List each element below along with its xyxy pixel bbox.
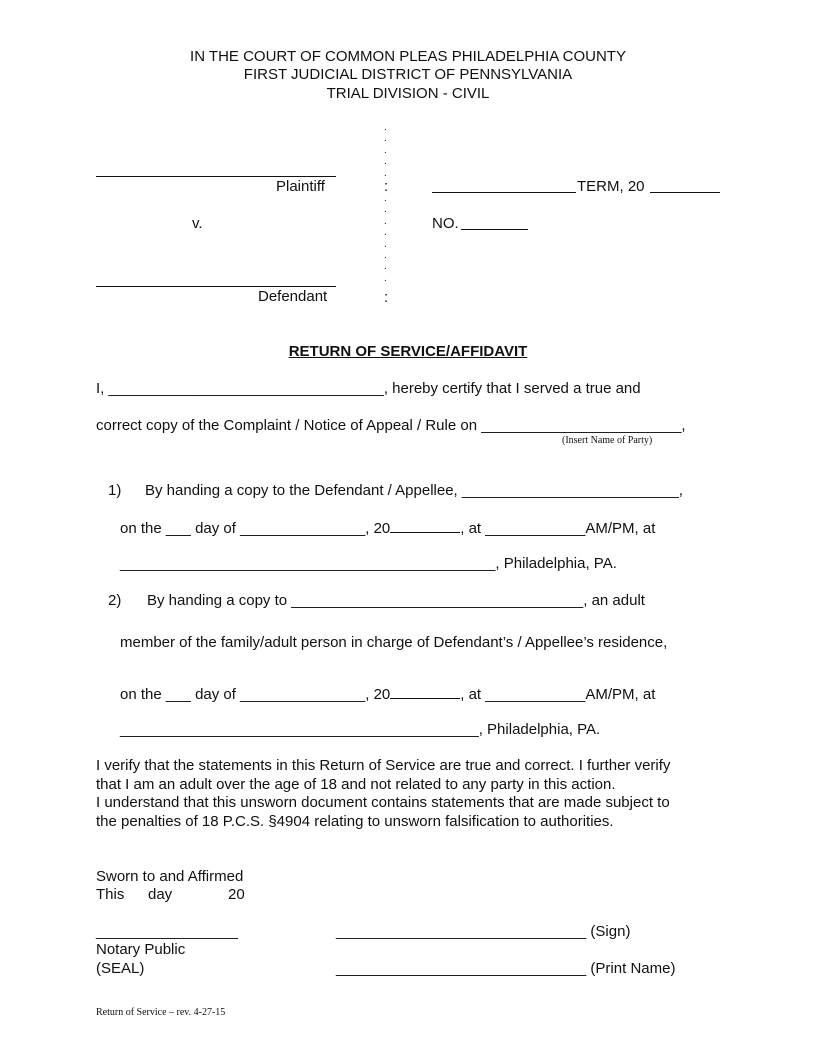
option-1-date-a: on the ___ day of _______________, 20 xyxy=(120,520,391,537)
defendant-label: Defendant xyxy=(258,288,328,305)
court-name: IN THE COURT OF COMMON PLEAS PHILADELPHIA COUNTY xyxy=(190,48,626,65)
term-year-line[interactable] xyxy=(650,192,720,193)
option-2-text: By handing a copy to ___________________________________, an adult xyxy=(147,592,645,609)
caption-separator-middle: . . . . . . . . xyxy=(384,193,387,284)
option-1-place-line: _____________________________________________, Philadelphia, PA. xyxy=(120,555,617,572)
caption-colon-defendant: : xyxy=(384,289,389,306)
server-name-blank[interactable]: _________________________________ xyxy=(108,380,384,397)
revision-footer: Return of Service – rev. 4-27-15 xyxy=(96,1007,226,1018)
sworn-this: This xyxy=(96,886,125,903)
seal-label: (SEAL) xyxy=(96,960,145,977)
sworn-day: day xyxy=(148,886,173,903)
sign-line[interactable]: ______________________________ (Sign) xyxy=(336,923,631,940)
district-name: FIRST JUDICIAL DISTRICT OF PENNSYLVANIA xyxy=(243,66,573,83)
certify-line-2: correct copy of the Complaint / Notice of Appeal / Rule on ________________________, xyxy=(96,417,686,434)
verification-line-1: I verify that the statements in this Return of Service are true and correct. I further verify xyxy=(96,757,671,774)
verification-line-2: that I am an adult over the age of 18 and not related to any party in this action. xyxy=(96,775,616,793)
option-1-date-line xyxy=(120,518,655,537)
certify-suffix: , hereby certify that I served a true and xyxy=(383,380,641,397)
verification-paragraph xyxy=(96,757,736,831)
option-1-year-blank[interactable] xyxy=(390,518,460,533)
document-title: RETURN OF SERVICE/AFFIDAVIT xyxy=(288,343,528,360)
notary-public-label: Notary Public xyxy=(96,941,186,958)
option-1-number: 1) xyxy=(108,482,122,499)
option-2-place-line: ___________________________________________, Philadelphia, PA. xyxy=(120,721,601,738)
plaintiff-label: Plaintiff xyxy=(276,178,325,195)
certify-line-1 xyxy=(96,380,641,397)
option-2-date-b: , at ____________AM/PM, at xyxy=(460,686,656,703)
sworn-year: 20 xyxy=(228,886,245,903)
caption-colon-plaintiff: : xyxy=(384,178,389,195)
option-1-date-b: , at ____________AM/PM, at xyxy=(460,520,656,537)
division-name: TRIAL DIVISION - CIVIL xyxy=(326,85,490,102)
party-name-hint: (Insert Name of Party) xyxy=(562,435,653,446)
option-2-date-a: on the ___ day of _______________, 20 xyxy=(120,686,391,703)
option-2-number: 2) xyxy=(108,592,122,609)
option-2-year-blank[interactable] xyxy=(390,684,460,699)
case-number-label: NO. xyxy=(432,215,459,232)
versus-label: v. xyxy=(192,215,203,232)
case-number-line[interactable] xyxy=(461,229,528,230)
option-2-line-2: member of the family/adult person in charge of Defendant’s / Appellee’s residence, xyxy=(120,634,668,651)
defendant-name-line[interactable] xyxy=(96,286,336,287)
option-2-date-line xyxy=(120,684,655,703)
certify-prefix: I, xyxy=(96,380,105,397)
term-month-line[interactable] xyxy=(432,192,576,193)
caption-separator-top: . . . . . xyxy=(384,122,387,179)
term-label: TERM, 20 xyxy=(577,178,645,195)
sworn-label: Sworn to and Affirmed xyxy=(96,868,244,885)
plaintiff-name-line[interactable] xyxy=(96,176,336,177)
print-name-line[interactable]: ______________________________ (Print Name) xyxy=(336,960,676,977)
option-1-text: By handing a copy to the Defendant / Appellee, __________________________, xyxy=(145,482,683,499)
notary-signature-line[interactable]: _________________ xyxy=(96,923,238,940)
verification-line-4: the penalties of 18 P.C.S. §4904 relating to unsworn falsification to authorities. xyxy=(96,812,614,830)
verification-line-3: I understand that this unsworn document contains statements that are made subject to xyxy=(96,794,670,812)
